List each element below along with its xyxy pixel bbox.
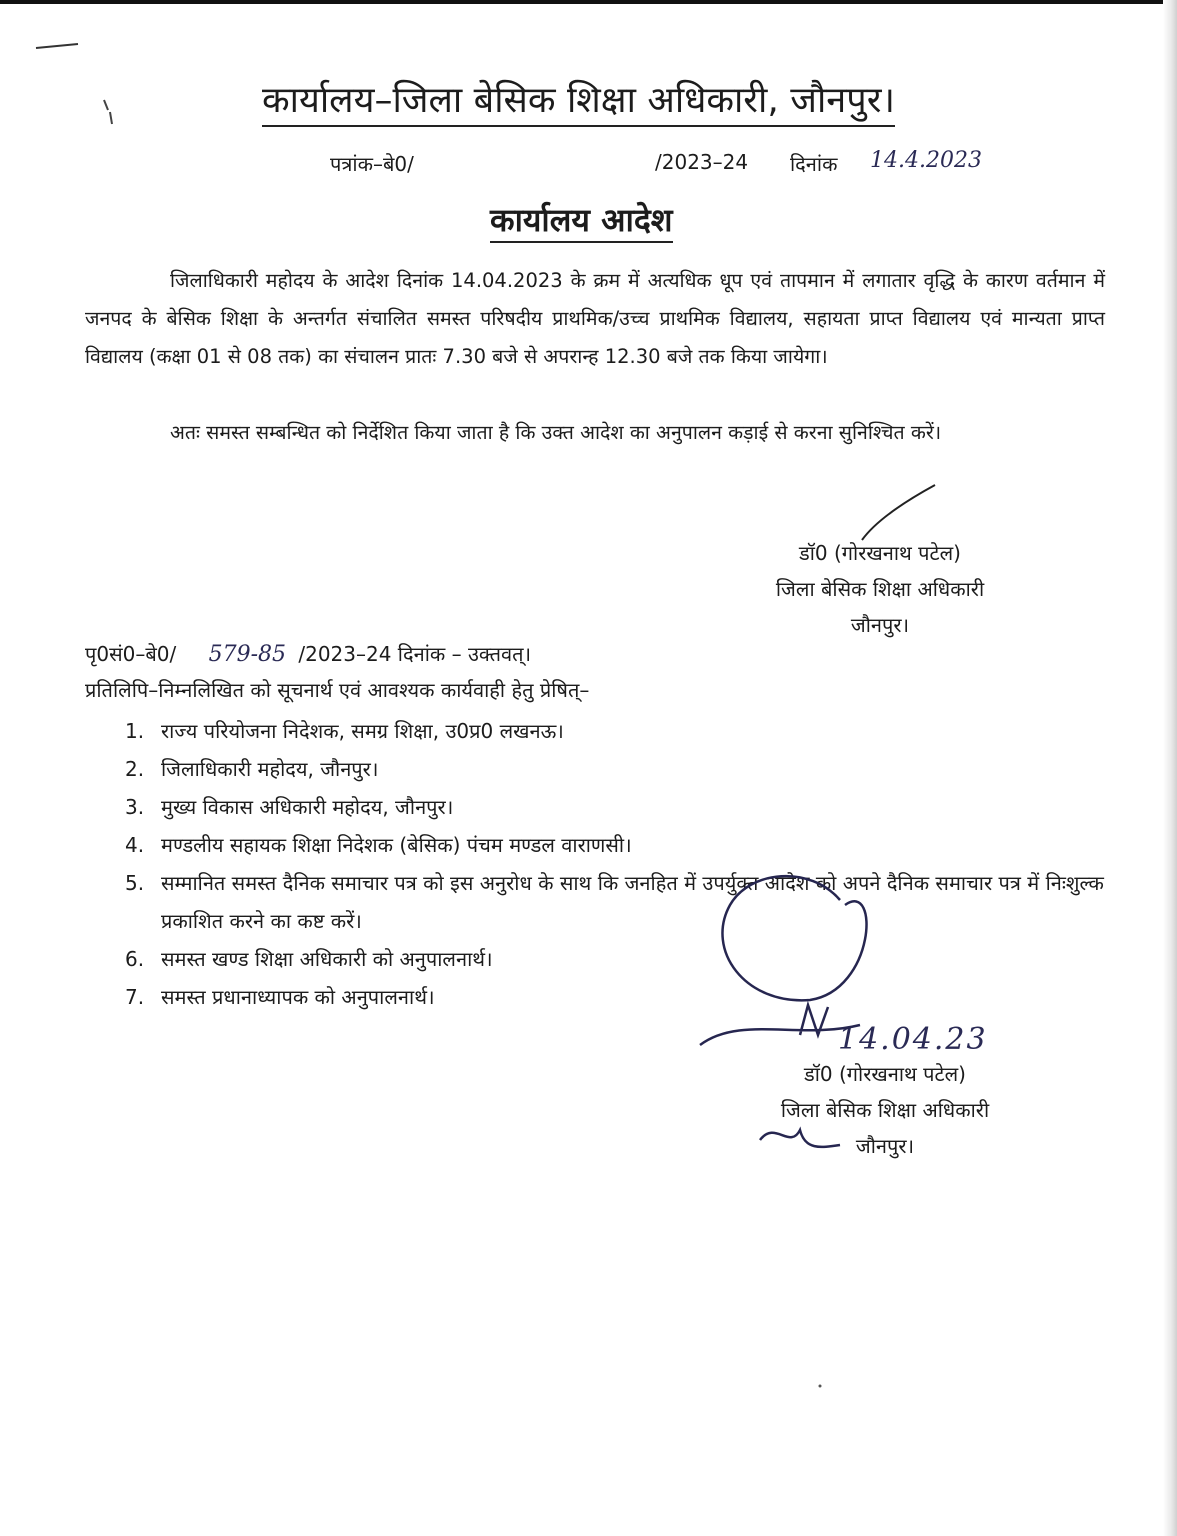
ink-dot [819,1385,822,1388]
list-item-number: 1. [125,719,145,743]
list-item-number: 5. [125,871,145,895]
page-edge-shadow [1163,0,1177,1536]
list-item-number: 7. [125,985,145,1009]
list-item-number: 3. [125,795,145,819]
order-heading: कार्यालय आदेश [490,198,673,243]
order-paragraph-2 [85,414,1105,452]
endorsement-line [85,640,531,667]
list-item-text: समस्त प्रधानाध्यापक को अनुपालनार्थ। [161,985,435,1009]
list-item [125,826,1115,864]
list-item [125,940,1115,978]
list-item-text: मुख्य विकास अधिकारी महोदय, जौनपुर। [161,795,454,819]
reference-date-handwritten: 14.4.2023 [870,148,982,173]
list-item-text: समस्त खण्ड शिक्षा अधिकारी को अनुपालनार्थ। [161,947,493,971]
list-item-text: मण्डलीय सहायक शिक्षा निदेशक (बेसिक) पंचम मण्डल वाराणसी। [161,833,632,857]
signature-block-1 [720,535,1040,643]
reference-date-label: दिनांक [790,152,838,176]
list-item-number: 4. [125,833,145,857]
signatory-designation: जिला बेसिक शिक्षा अधिकारी [775,577,985,601]
top-border [0,0,1177,4]
signature-1-pen-stroke [862,485,935,540]
endorsement-suffix: /2023–24 दिनांक – उक्तवत्। [298,642,532,666]
list-item-text: जिलाधिकारी महोदय, जौनपुर। [161,757,379,781]
list-item-number: 2. [125,757,145,781]
signatory-name: डॉ0 (गोरखनाथ पटेल) [799,541,961,565]
list-item [125,712,1115,750]
reference-prefix: पत्रांक–बे0/ [330,152,414,176]
copy-list [125,712,1115,1016]
signature-block-2 [720,1056,1050,1164]
margin-tick-mark [104,100,112,124]
office-title: कार्यालय–जिला बेसिक शिक्षा अधिकारी, जौनपुर। [262,74,895,127]
list-item [125,978,1115,1016]
endorsement-number-handwritten: 579-85 [208,642,286,667]
signatory-place: जौनपुर। [855,1134,915,1158]
margin-pen-mark [36,44,78,48]
order-paragraph-1-text: जिलाधिकारी महोदय के आदेश दिनांक 14.04.2023 के क्रम में अत्यधिक धूप एवं तापमान में लगातार वृद्धि के कारण वर्तमान में जनपद के बेसिक शिक्षा के अन्तर्गत संचालित समस्त परिषदीय प्राथमिक/उच्च प्राथमिक विद्यालय, सहायता प्राप्त विद्यालय एवं मान्यता प्राप्त विद्यालय (कक्षा 01 से 08 तक) का संचालन प्रातः 7.30 बजे से अपरान्ह 12.30 बजे तक किया जायेगा। [85,269,1105,368]
order-paragraph-2-text: अतः समस्त सम्बन्धित को निर्देशित किया जाता है कि उक्त आदेश का अनुपालन कड़ाई से करना सुनिश्चित करें। [170,421,942,444]
list-item [125,864,1115,940]
endorsement-prefix: पृ0सं0–बे0/ [85,642,177,666]
signature-2-handwritten-date: 14.04.23 [838,1022,988,1057]
reference-year: /2023–24 [655,150,749,174]
list-item-text: राज्य परियोजना निदेशक, समग्र शिक्षा, उ0प्र0 लखनऊ। [161,719,564,743]
signatory-name: डॉ0 (गोरखनाथ पटेल) [804,1062,966,1086]
signatory-place: जौनपुर। [850,613,910,637]
list-item-number: 6. [125,947,145,971]
signatory-designation: जिला बेसिक शिक्षा अधिकारी [780,1098,990,1122]
copy-intro: प्रतिलिपि–निम्नलिखित को सूचनार्थ एवं आवश्यक कार्यवाही हेतु प्रेषित्– [85,678,590,702]
list-item-text: सम्मानित समस्त दैनिक समाचार पत्र को इस अनुरोध के साथ कि जनहित में उपर्युक्त आदेश को अपने दैनिक समाचार पत्र में निःशुल्क प्रकाशित करने का कष्ट करें। [161,871,1104,933]
list-item [125,788,1115,826]
order-paragraph-1 [85,262,1105,376]
list-item [125,750,1115,788]
